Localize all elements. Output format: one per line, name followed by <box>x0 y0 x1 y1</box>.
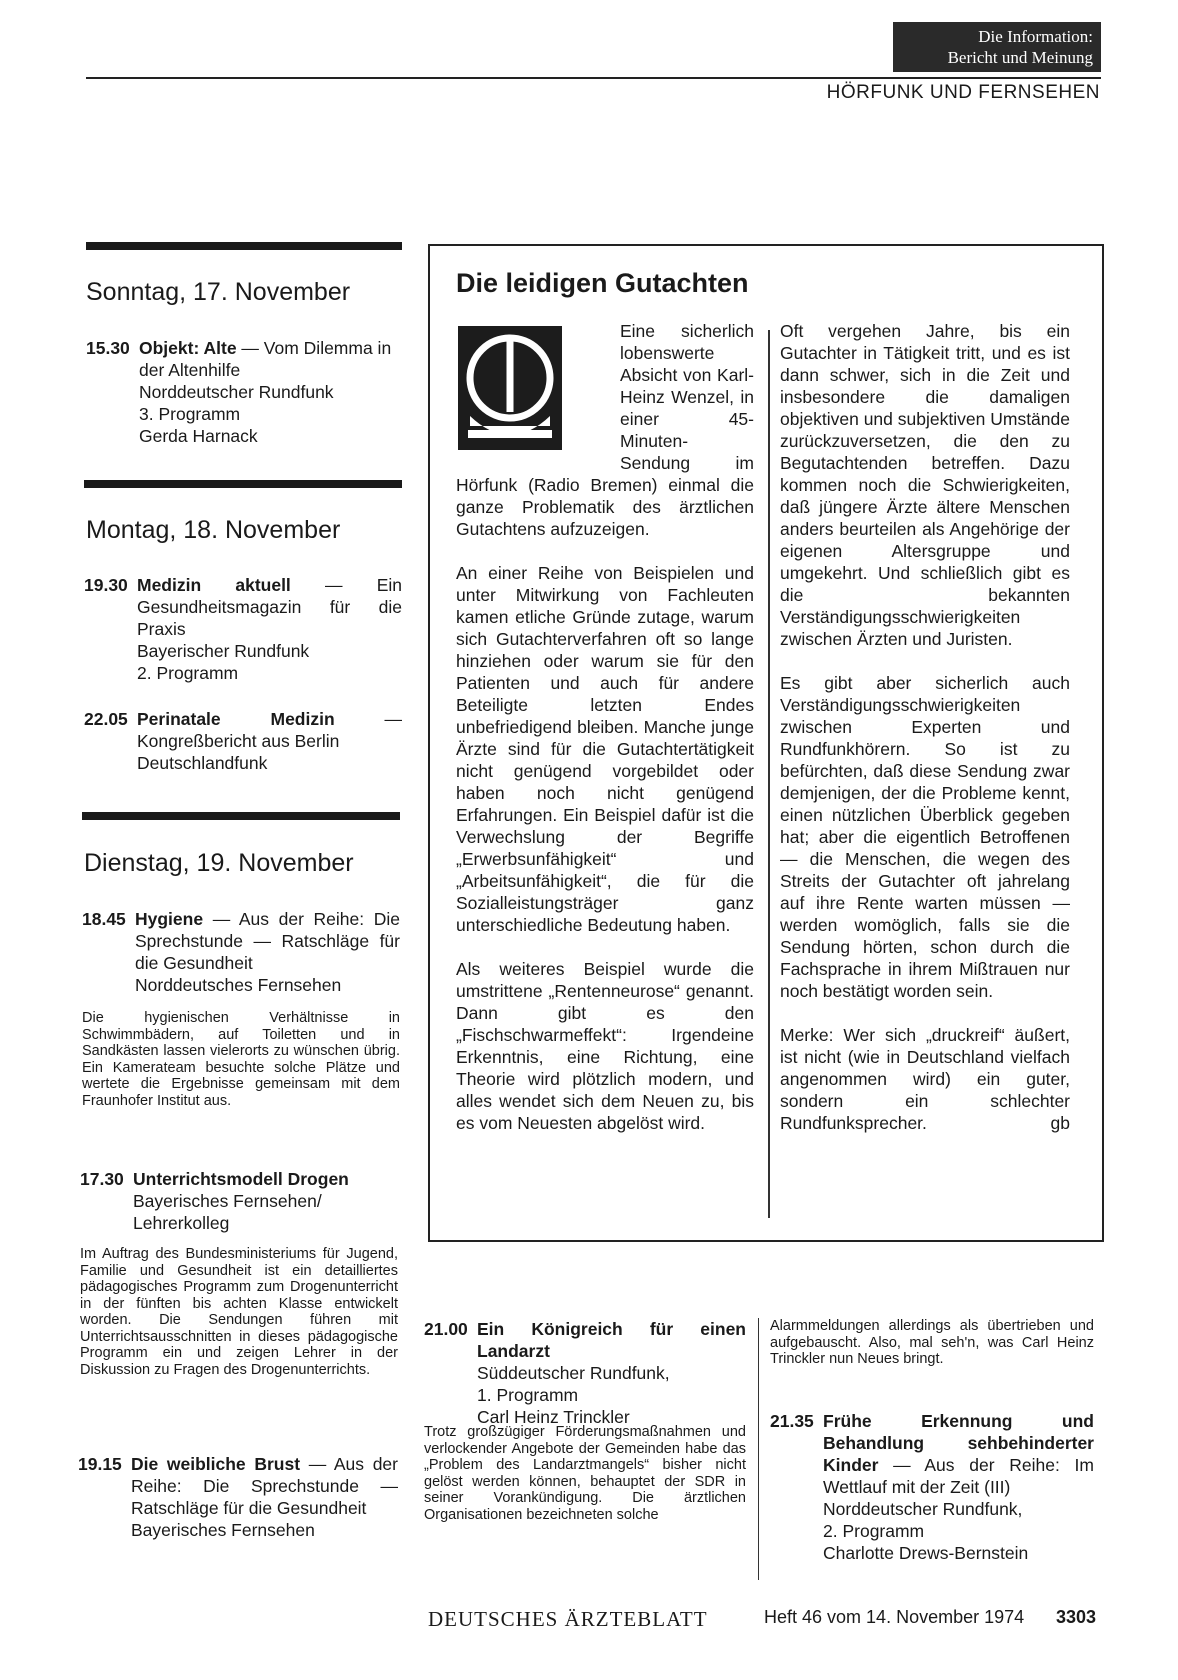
program-subtitle: — Aus der Reihe: Im Wettlauf mit der Zeit (III) <box>823 1455 1094 1497</box>
program-line: Deutschlandfunk <box>137 753 268 773</box>
logo-spacer <box>456 320 620 458</box>
article-signature: gb <box>1050 1113 1070 1133</box>
program-line: 3. Programm <box>139 404 241 424</box>
section-tag-line1: Die Information: <box>978 27 1093 46</box>
program-subtitle: — Aus der Reihe: Die Sprechstunde — Ratschläge für die Gesundheit <box>135 909 400 973</box>
header-rule <box>86 77 1101 79</box>
program-time: 15.30 <box>86 338 130 358</box>
article-paragraph: Als weiteres Beispiel wurde die umstrittene „Rentenneurose“ genannt. Dann gibt es den „Fischschwarmeffekt“: Irgendeine Erkenntnis, eine Richtung, eine Theorie wird plötzlich modern, und alles wendet sich dem Neuen zu, bis es vom Neuesten abgelöst wird. <box>456 959 754 1133</box>
program-time: 17.30 <box>80 1169 124 1189</box>
program-entry <box>82 908 400 996</box>
program-time: 19.30 <box>84 575 128 595</box>
program-line: 2. Programm <box>137 663 239 683</box>
program-line: Carl Heinz Trinckler <box>477 1407 630 1427</box>
program-line: Bayerisches Fernsehen <box>131 1520 315 1540</box>
program-entry <box>78 1453 398 1541</box>
program-entry <box>84 708 402 774</box>
program-title: Die weibliche Brust <box>131 1454 301 1474</box>
program-description: Alarmmeldungen allerdings als übertrieben und aufgebauscht. Also, mal seh'n, was Carl Heinz Trinckler nun Neues bringt. <box>770 1318 1094 1367</box>
article-paragraph: An einer Reihe von Beispielen und unter Mitwirkung von Fachleuten kamen etliche Gründe zutage, warum sich Gutachterverfahren oft so lange hinziehen oder warum sie für den Patienten und auch für andere Beteiligte letzten Endes unbefriedigend bleiben. Manche junge Ärzte sind für die Gutachtertätigkeit nicht genügend vorgebildet oder haben noch nicht genügend Erfahrungen. Ein Beispiel dafür ist die Verwechslung der Begriffe „Erwerbsunfähigkeit“ und „Arbeitsunfähigkeit“, die für die Sozialleistungsträger ganz unterschiedliche Bedeutung haben. <box>456 563 754 935</box>
program-description: Im Auftrag des Bundesministeriums für Jugend, Familie und Gesundheit ist ein detailliertes pädagogisches Programm zum Drogenunterricht in der fünften bis achten Klasse entwickelt worden. Die Sendungen führen mit Unterrichtsausschnitten in dieses pädagogische Programm ein und zeigen Lehrer in der Diskussion zu Fragen des Drogenunterrichts. <box>80 1246 398 1378</box>
program-title: Perinatale Medizin <box>137 709 335 729</box>
program-line: 2. Programm <box>823 1521 925 1541</box>
program-title: Ein Königreich für einen Landarzt <box>477 1319 746 1361</box>
program-line: 1. Programm <box>477 1385 579 1405</box>
section-tag-line2: Bericht und Meinung <box>947 48 1093 67</box>
day-divider <box>84 480 402 488</box>
program-line: Charlotte Drews-Bernstein <box>823 1543 1029 1563</box>
day-heading: Dienstag, 19. November <box>84 849 354 877</box>
day-divider <box>82 812 400 820</box>
column-rule <box>758 1318 759 1580</box>
day-heading: Montag, 18. November <box>86 516 341 544</box>
program-subtitle: — Ein Gesundheitsmagazin für die Praxis <box>137 575 402 639</box>
article-paragraph: Es gibt aber sicherlich auch Verständigungsschwierigkeiten zwischen Experten und Rundfunkhörern. So ist zu befürchten, daß diese Sendung zwar demjenigen, der die Probleme kennt, einen nützlichen Überblick gegeben hat; aber die eigentlich Betroffenen — die Menschen, die wegen des Streits der Gutachter oft jahrelang auf ihre Rente warten müssen — werden womöglich, falls sie die Sendung hörten, schon durch die Fachsprache in ihrem Mißtrauen nur noch bestätigt worden sein. <box>780 673 1070 1001</box>
day-divider <box>86 242 402 250</box>
article-column-2 <box>780 320 1070 1134</box>
program-line: Norddeutscher Rundfunk, <box>823 1499 1023 1519</box>
program-time: 19.15 <box>78 1454 122 1474</box>
program-title: Medizin aktuell <box>137 575 291 595</box>
program-entry <box>86 337 404 447</box>
article-paragraph: Eine sicherlich lobenswerte Absicht von Karl-Heinz Wenzel, in einer 45-Minuten-Sendung im Hörfunk (Radio Bremen) einmal die ganze Problematik des ärztlichen Gutachtens aufzuzeigen. <box>456 321 754 539</box>
program-title: Objekt: Alte <box>139 338 237 358</box>
program-subtitle: — Kongreßbericht aus Berlin <box>137 709 402 751</box>
program-line: Lehrerkolleg <box>133 1213 230 1233</box>
article-paragraph: Oft vergehen Jahre, bis ein Gutachter in Tätigkeit tritt, und es ist dann schwer, sich in die Zeit und insbesondere die damaligen objektiven und subjektiven Umstände zurückzuversetzen, die den zu Begutachtenden betreffen. Dazu kommen noch die Schwierigkeiten, daß jüngere Ärzte ältere Menschen anders beurteilen als Angehörige der eigenen Altersgruppe und umgekehrt. Und schließlich gibt es die bekannten Verständigungsschwierigkeiten zwischen Ärzten und Juristen. <box>780 321 1070 649</box>
article-column-1 <box>456 320 754 1134</box>
program-entry <box>770 1410 1094 1564</box>
program-line: Bayerisches Fernsehen/ <box>133 1191 322 1211</box>
column-rule <box>768 330 770 1218</box>
section-tag-box <box>893 22 1101 72</box>
program-subtitle: — Vom Dilemma in der Altenhilfe <box>139 338 392 380</box>
article-title: Die leidigen Gutachten <box>456 268 749 298</box>
program-line: Norddeutscher Rundfunk <box>139 382 334 402</box>
day-heading: Sonntag, 17. November <box>86 278 351 306</box>
program-entry <box>424 1318 746 1428</box>
program-subtitle: — Aus der Reihe: Die Sprechstunde — Ratschläge für die Gesundheit <box>131 1454 398 1518</box>
program-time: 22.05 <box>84 709 128 729</box>
page-number: 3303 <box>1056 1607 1097 1627</box>
program-time: 21.00 <box>424 1319 468 1339</box>
program-line: Süddeutscher Rundfunk, <box>477 1363 670 1383</box>
program-description: Trotz großzügiger Förderungsmaßnahmen und verlockender Angebote der Gemeinden habe das „Problem des Landarztmangels“ bisher nicht gelöst werden können, behauptet der SDR in seiner Vorankündigung. Die ärztlichen Organisationen bezeichneten solche <box>424 1424 746 1523</box>
program-line: Bayerischer Rundfunk <box>137 641 310 661</box>
program-line: Gerda Harnack <box>139 426 258 446</box>
program-entry <box>84 574 402 684</box>
section-title: HÖRFUNK UND FERNSEHEN <box>826 82 1100 103</box>
program-title: Hygiene <box>135 909 204 929</box>
journal-name: DEUTSCHES ÄRZTEBLATT <box>428 1607 708 1631</box>
program-time: 18.45 <box>82 909 126 929</box>
article-paragraph: Merke: Wer sich „druckreif“ äußert, ist nicht (wie in Deutschland vielfach angenommen wird) ein guter, sondern ein schlechter Rundfunksprecher. gb <box>780 1025 1070 1133</box>
program-description: Die hygienischen Verhältnisse in Schwimmbädern, auf Toiletten und in Sandkästen lassen vielerorts zu wünschen übrig. Ein Kamerateam besuchte solche Plätze und wertete die Ergebnisse gemeinsam mit dem Fraunhofer Institut aus. <box>82 1010 400 1109</box>
program-time: 21.35 <box>770 1411 814 1431</box>
program-title: Frühe Erkennung und Behandlung sehbehinderter Kinder <box>823 1411 1094 1475</box>
program-entry <box>80 1168 400 1234</box>
program-title: Unterrichtsmodell Drogen <box>133 1169 349 1189</box>
issue-info: Heft 46 vom 14. November 1974 <box>764 1607 1025 1627</box>
program-line: Norddeutsches Fernsehen <box>135 975 342 995</box>
